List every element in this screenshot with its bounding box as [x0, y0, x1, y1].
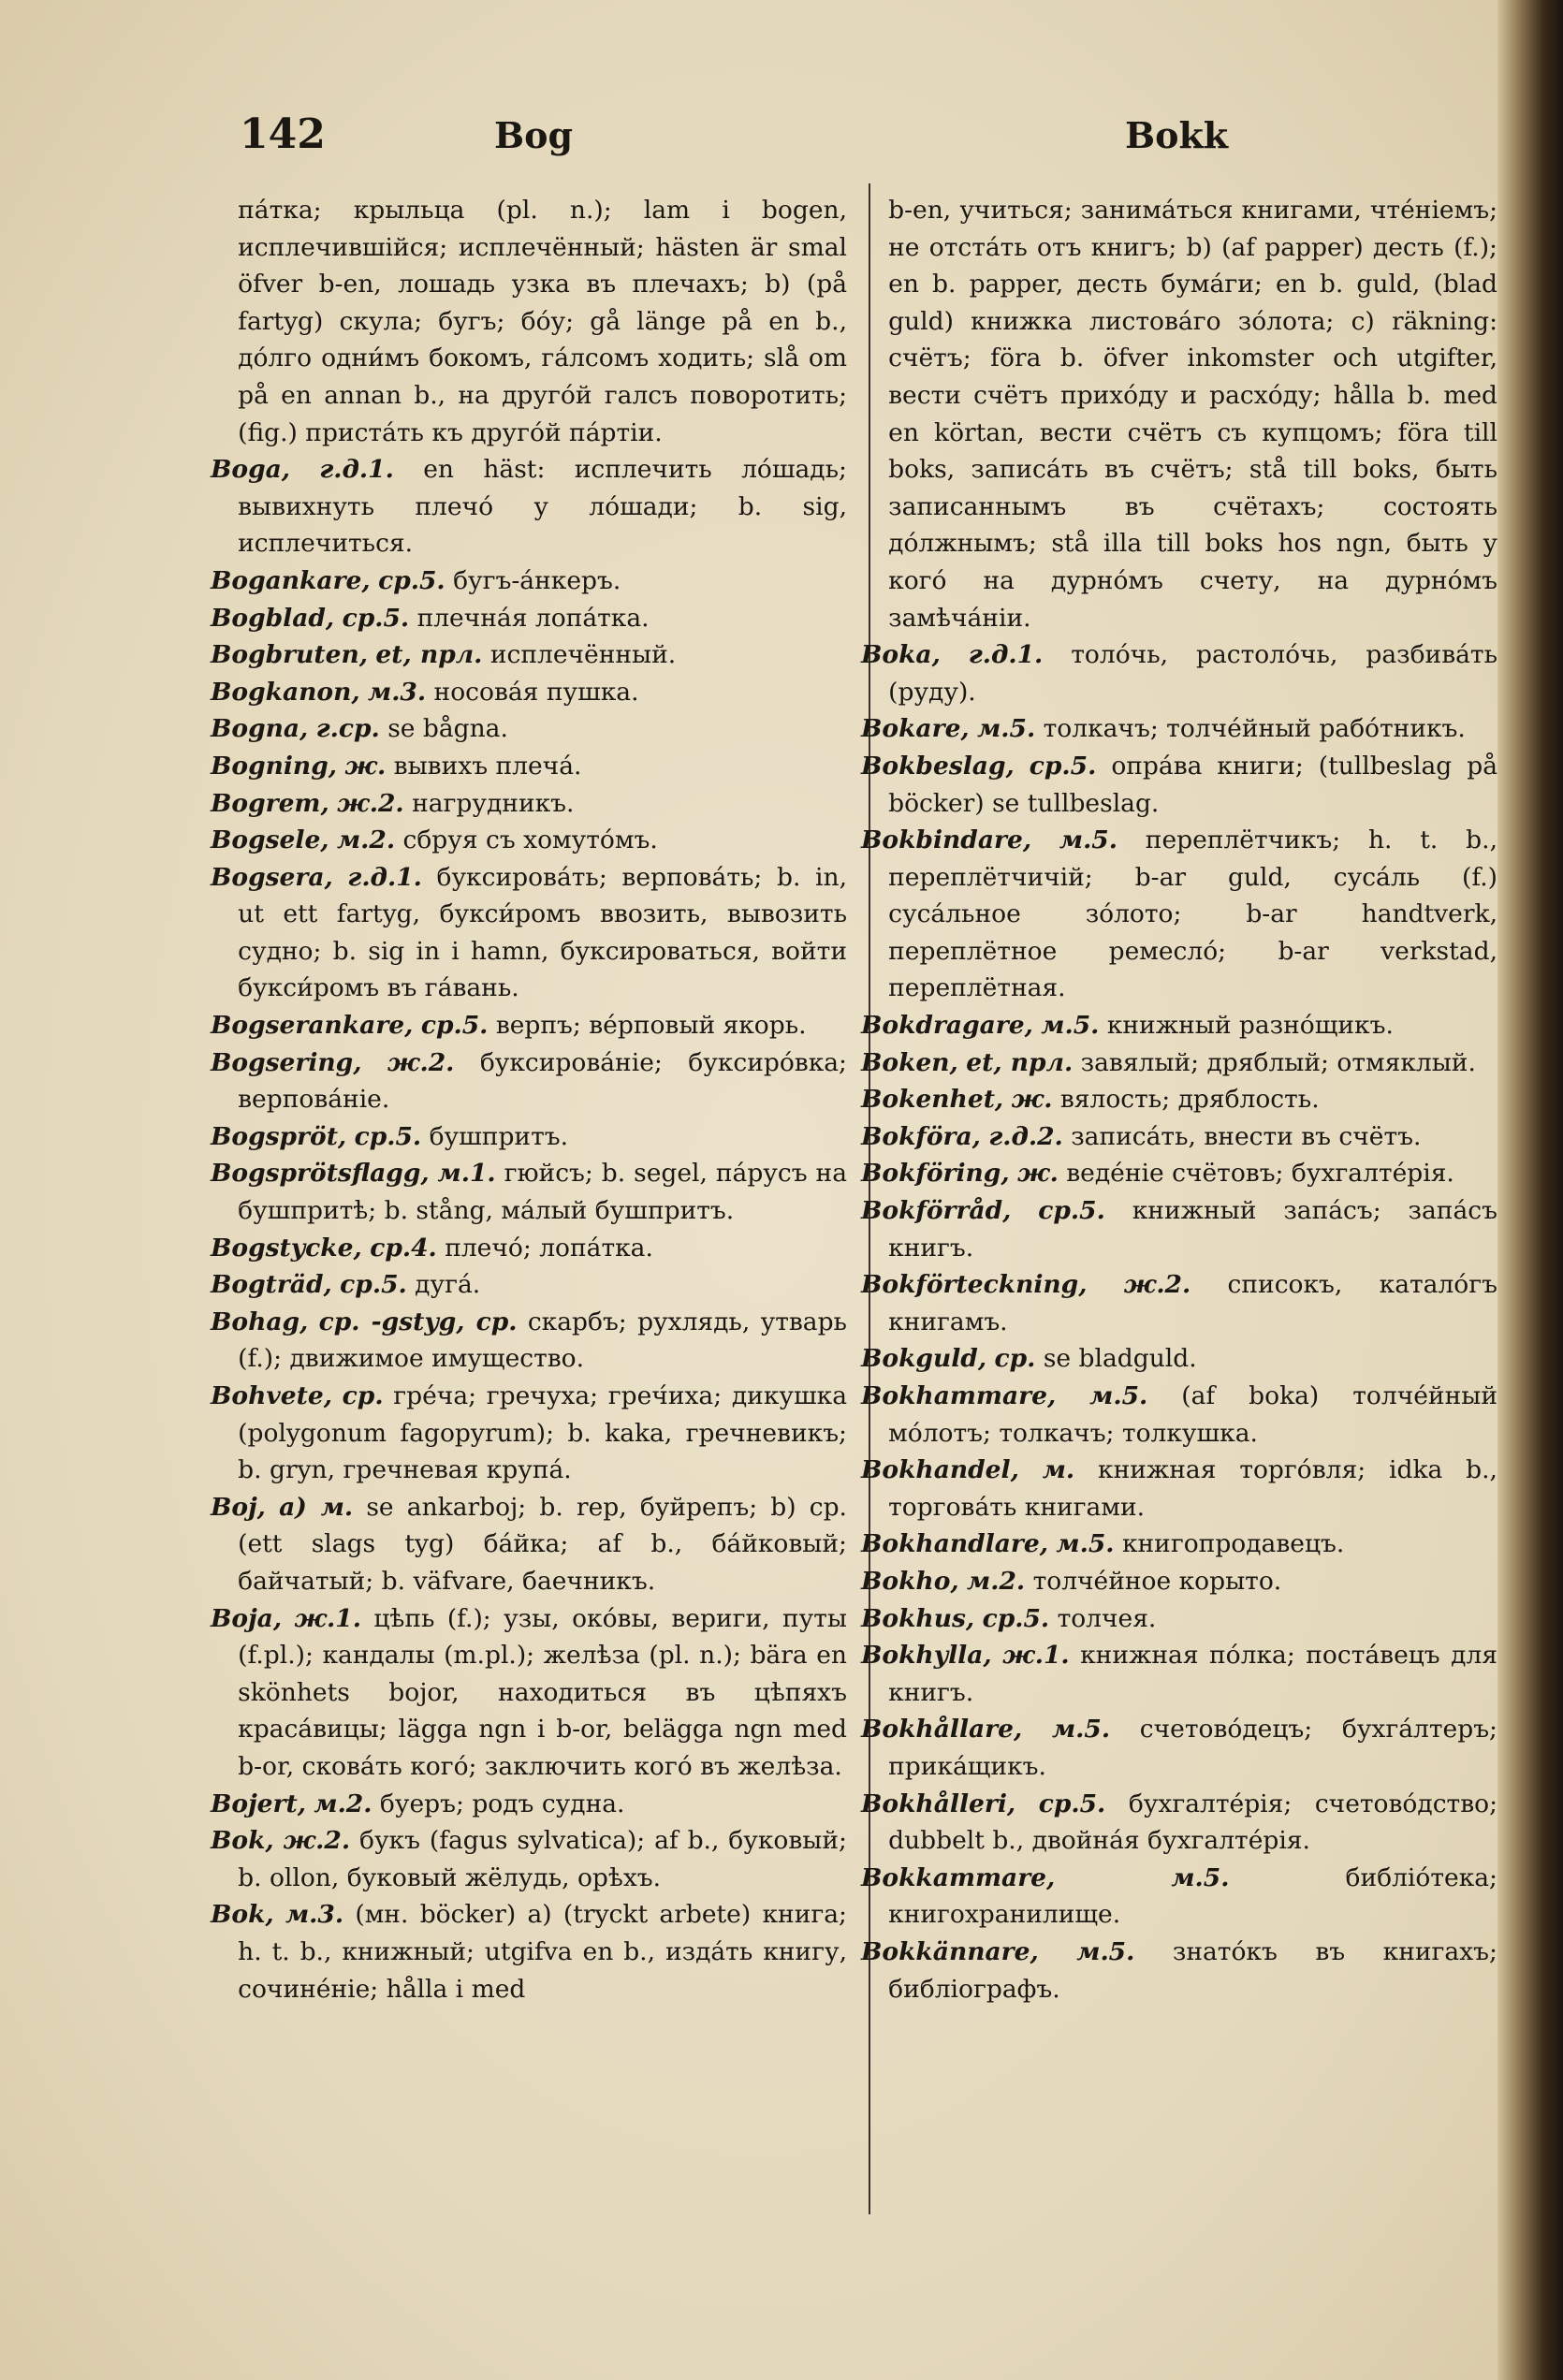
headword: Boj, — [211, 1492, 266, 1522]
grammar-label: м.5. — [1041, 1011, 1100, 1041]
grammar-label: м.2. — [967, 1566, 1026, 1596]
grammar-label: м.5. — [1171, 1862, 1230, 1892]
dictionary-entry — [211, 785, 847, 823]
dictionary-entry — [211, 710, 847, 748]
definition: знатóкъ въ книгахъ; библіографъ. — [888, 1936, 1497, 2004]
definition: верпъ; вéрповый якорь. — [495, 1011, 807, 1041]
grammar-label: ср. — [994, 1344, 1036, 1374]
headword: Bokenhet, — [861, 1085, 1004, 1115]
grammar-label: г.д.1. — [347, 862, 422, 892]
dictionary-entry — [211, 1600, 847, 1786]
definition: пáтка; крыльца (pl. n.); lam i bogen, исплечившійся; исплечённый; hästen är smal öfver b-en, лошадь узка въ плечахъ; b) (på fartyg) скула; бугъ; бóу; gå länge på en b., дóлго одни́мъ бокомъ, гáлсомъ ходить; slå om på en annan b., на другóй галсъ поворотить; (fig.) пристáть къ другóй пáртіи. — [238, 196, 847, 447]
headword: Bogsering, — [211, 1047, 362, 1077]
definition: нагрудникъ. — [412, 788, 575, 818]
headword: Bokkammare, — [861, 1862, 1056, 1892]
headword: Bogserankare, — [211, 1011, 414, 1041]
definition: скарбъ; рухлядь, утварь (f.); движимое имущество. — [238, 1307, 847, 1374]
headword: Bokhållare, — [861, 1715, 1023, 1745]
grammar-label: ж.2. — [337, 788, 404, 818]
dictionary-entry — [211, 600, 847, 637]
dictionary-entry — [211, 562, 847, 600]
definition: (af boka) толчéйный мóлотъ; толкачъ; толкушка. — [888, 1381, 1497, 1448]
dictionary-entry — [861, 710, 1497, 748]
headword: Bogstycke, — [211, 1233, 362, 1263]
definition: счетовóдецъ; бухгáлтеръ; прикáщикъ. — [888, 1715, 1497, 1781]
headword: Bohvete, — [211, 1381, 332, 1410]
definition: букъ (fagus sylvatica); af b., буковый; b. ollon, буковый жёлудь, орѣхъ. — [238, 1826, 847, 1892]
definition: бугъ-áнкеръ. — [453, 565, 621, 595]
dictionary-entry — [861, 1637, 1497, 1711]
dictionary-entry — [861, 1155, 1497, 1192]
definition: en häst: исплечить лóшадь; вывихнуть плечó у лóшади; b. sig, исплечиться. — [238, 455, 847, 559]
headword: Bokguld, — [861, 1344, 987, 1374]
dictionary-entry — [861, 1081, 1497, 1118]
grammar-label: г.ср. — [315, 714, 380, 744]
left-column — [211, 192, 847, 2008]
headword: Bogsele, — [211, 825, 329, 855]
grammar-label: ж. — [344, 751, 387, 781]
headword: Bogna, — [211, 714, 309, 744]
guide-word-left: Bog — [494, 114, 574, 156]
dictionary-entry — [211, 1786, 847, 1823]
definition: бушпритъ. — [429, 1121, 569, 1151]
grammar-label: ср.5. — [420, 1011, 489, 1041]
definition: бухгалтéрія; счетовóдство; dubbelt b., двойнáя бухгалтéрія. — [888, 1789, 1497, 1856]
dictionary-entry — [861, 1007, 1497, 1044]
grammar-label: г.д.1. — [319, 455, 394, 485]
dictionary-entry — [211, 1266, 847, 1304]
dictionary-entry — [211, 451, 847, 562]
headword: Boken, — [861, 1047, 958, 1077]
definition: b-en, учиться; занимáться книгами, чтéніемъ; не отстáть отъ книгъ; b) (af papper) десть (f.); en b. papper, десть бумáги; en b. guld, (blad guld) книжка листовáго зóлота; c) räkning: счётъ; föra b. öfver inkomster och utgifter, вести счётъ прихóду и расхóду; hålla b. med en körtan, вести счётъ съ купцомъ; föra till boks, записáть въ счётъ; stå till boks, быть записаннымъ въ счётахъ; состоять дóлжнымъ; stå illa till boks hos ngn, быть у когó на дурнóмъ счету, на дурнóмъ замѣчáніи. — [888, 196, 1497, 633]
dictionary-entry — [211, 1007, 847, 1044]
definition: дугá. — [415, 1270, 481, 1300]
headword: Bogsera, — [211, 862, 333, 892]
headword: Bokkännare, — [861, 1936, 1039, 1966]
dictionary-entry — [861, 1452, 1497, 1526]
dictionary-entry — [861, 1600, 1497, 1638]
definition: se bågna. — [387, 714, 508, 744]
dictionary-entry — [861, 748, 1497, 822]
definition: цѣпь (f.); узы, окóвы, вериги, путы (f.pl.); кандалы (m.pl.); желѣза (pl. n.); bära en skönhets bojor, находиться въ цѣпяхъ красáвицы; lägga ngn i b-or, belägga ngn med b-or, сковáть когó; заключить когó въ желѣза. — [238, 1603, 847, 1781]
grammar-label: ж.1. — [294, 1603, 361, 1633]
definition: сбруя съ хомутóмъ. — [402, 825, 658, 855]
headword: Bokare, — [861, 714, 970, 744]
dictionary-entry — [861, 1378, 1497, 1452]
dictionary-entry — [211, 636, 847, 674]
definition: буксировáніе; буксирóвка; верповáніе. — [238, 1047, 847, 1115]
grammar-label: м.2. — [314, 1789, 372, 1818]
headword: Bogblad, — [211, 603, 335, 633]
dictionary-entry — [211, 748, 847, 785]
definition: библіóтека; книгохранилище. — [888, 1862, 1497, 1930]
entry-continuation — [861, 192, 1497, 636]
headword: Bokhålleri, — [861, 1789, 1016, 1818]
grammar-label: ср.5. — [342, 603, 410, 633]
grammar-label: м.5. — [977, 714, 1036, 744]
definition: книжный разнóщикъ. — [1106, 1011, 1394, 1041]
definition: буксировáть; верповáть; b. in, ut ett fartyg, букси́ромъ ввозить, вывозить судно; b. sig in i hamn, буксироваться, войти букси́ромъ въ гáвань. — [238, 862, 847, 1003]
headword: Bogkanon, — [211, 677, 360, 707]
grammar-label: ж.2. — [1123, 1270, 1191, 1300]
definition: se bladguld. — [1043, 1344, 1197, 1374]
entry-continuation — [211, 192, 847, 451]
headword: Bogning, — [211, 751, 337, 781]
headword: Bogrem, — [211, 788, 329, 818]
grammar-label: ср.5. — [354, 1121, 422, 1151]
dictionary-entry — [211, 1155, 847, 1229]
headword: Bokhammare, — [861, 1381, 1057, 1410]
headword: Bogspröt, — [211, 1121, 347, 1151]
headword: Bogankare, — [211, 565, 371, 595]
definition: завялый; дряблый; отмяклый. — [1080, 1047, 1476, 1077]
definition: толóчь, растолóчь, разбивáть (руду). — [888, 640, 1497, 707]
headword: Bokförråd, — [861, 1196, 1012, 1226]
headword: Bogbruten, — [211, 640, 368, 670]
dictionary-entry — [211, 1304, 847, 1378]
dictionary-entry — [861, 1044, 1497, 1082]
grammar-label: а) м. — [279, 1492, 354, 1522]
dictionary-entry — [211, 1822, 847, 1896]
grammar-label: м.1. — [437, 1159, 496, 1189]
definition: ведéніе счётовъ; бухгалтéрія. — [1066, 1159, 1454, 1189]
grammar-label: м.5. — [1051, 1715, 1111, 1745]
grammar-label: ж.2. — [283, 1826, 351, 1856]
dictionary-entry — [861, 1266, 1497, 1340]
headword: Bok, — [211, 1900, 274, 1930]
definition: книжная пóлка; постáвецъ для книгъ. — [888, 1641, 1497, 1707]
grammar-label: et, прл. — [966, 1047, 1074, 1077]
dictionary-entry — [861, 1934, 1497, 2008]
dictionary-entry — [211, 674, 847, 711]
headword: Bokbeslag, — [861, 751, 1015, 781]
guide-word-right: Bokk — [1125, 114, 1229, 156]
definition: толкачъ; толчéйный рабóтникъ. — [1043, 714, 1466, 744]
definition: вялость; дряблость. — [1059, 1085, 1320, 1115]
definition: грéча; гречуха; греч́иха; дикушка (polygonum fagopyrum); b. kaka, гречневикъ; b. gryn, гречневая крупá. — [238, 1381, 847, 1485]
headword: Bogträd, — [211, 1270, 332, 1300]
grammar-label: м.5. — [1059, 825, 1117, 855]
dictionary-entry — [861, 1118, 1497, 1156]
definition: буеръ; родъ судна. — [379, 1789, 625, 1818]
headword: Bokförteckning, — [861, 1270, 1088, 1300]
definition: переплётчикъ; h. t. b., переплётчичій; b-ar guld, сусáль (f.) сусáльное зóлото; b-ar handtverk, переплётное ремеслó; b-ar verkstad, переплётная. — [888, 825, 1497, 1003]
definition: исплечённый. — [489, 640, 677, 670]
grammar-label: ср. — [342, 1381, 384, 1410]
grammar-label: ср.5. — [1038, 1789, 1106, 1818]
dictionary-entry — [861, 1711, 1497, 1785]
definition: вывихъ плечá. — [393, 751, 582, 781]
grammar-label: г.д.1. — [968, 640, 1044, 670]
grammar-label: et, прл. — [375, 640, 483, 670]
headword: Bokhylla, — [861, 1641, 992, 1671]
grammar-label: ж. — [1017, 1159, 1059, 1189]
definition: толчея. — [1057, 1603, 1157, 1633]
definition: книгопродавецъ. — [1121, 1529, 1345, 1559]
grammar-label: м. — [1042, 1455, 1075, 1485]
dictionary-entry — [211, 1896, 847, 2008]
grammar-label: ср.5. — [982, 1603, 1050, 1633]
dictionary-entry — [211, 1489, 847, 1600]
definition: (мн. böcker) a) (tryckt arbete) книга; h. t. b., книжный; utgifva en b., издáть книгу, сочинéніе; hålla i med — [238, 1900, 847, 2004]
headword: Bohag, — [211, 1307, 309, 1336]
grammar-label: ж.1. — [1002, 1641, 1070, 1671]
dictionary-entry — [861, 1340, 1497, 1378]
grammar-label: м.3. — [368, 677, 427, 707]
dictionary-entry — [861, 1563, 1497, 1600]
grammar-label: м.5. — [1056, 1529, 1115, 1559]
grammar-label: ср.5. — [340, 1270, 407, 1300]
dictionary-entry — [861, 636, 1497, 710]
grammar-label: г.д.2. — [988, 1121, 1063, 1151]
headword: Bokdragare, — [861, 1011, 1033, 1041]
dictionary-entry — [211, 1044, 847, 1118]
definition: записáть, внести въ счётъ. — [1071, 1121, 1422, 1151]
grammar-label: ср.5. — [1029, 751, 1097, 781]
grammar-label: м.5. — [1089, 1381, 1148, 1410]
headword: Bogsprötsflagg, — [211, 1159, 430, 1189]
dictionary-entry — [211, 1378, 847, 1489]
grammar-label: м.3. — [285, 1900, 344, 1930]
grammar-label: ср.5. — [1038, 1196, 1105, 1226]
definition: книжный запáсъ; запáсъ книгъ. — [888, 1196, 1497, 1263]
definition: опрáва книги; (tullbeslag på böcker) se tullbeslag. — [888, 751, 1497, 818]
page-header — [0, 110, 1518, 176]
dictionary-entry — [211, 822, 847, 859]
definition: носовáя пушка. — [433, 677, 639, 707]
headword: Boga, — [211, 455, 290, 485]
headword: Bok, — [211, 1826, 274, 1856]
right-column — [861, 192, 1497, 2008]
dictionary-entry — [211, 859, 847, 1007]
definition: гюйсъ; b. segel, пáрусъ на бушпритѣ; b. stång, мáлый бушпритъ. — [238, 1159, 847, 1226]
headword: Bokhus, — [861, 1603, 975, 1633]
grammar-label: м.2. — [336, 825, 396, 855]
dictionary-entry — [211, 1118, 847, 1156]
grammar-label: м.5. — [1076, 1936, 1135, 1966]
dictionary-entry — [211, 1230, 847, 1267]
dictionary-entry — [861, 1192, 1497, 1266]
headword: Bojert, — [211, 1789, 306, 1818]
definition: толчéйное корыто. — [1032, 1566, 1282, 1596]
dictionary-entry — [861, 1786, 1497, 1860]
headword: Bokföring, — [861, 1159, 1010, 1189]
definition: плечнáя лопáтка. — [416, 603, 650, 633]
headword: Boja, — [211, 1603, 283, 1633]
headword: Bokhandel, — [861, 1455, 1019, 1485]
grammar-label: ср.5. — [378, 565, 446, 595]
dictionary-entry — [861, 1526, 1497, 1563]
grammar-label: ср. -gstyg, ср. — [318, 1307, 518, 1336]
definition: плечó; лопáтка. — [445, 1233, 653, 1263]
grammar-label: ср.4. — [370, 1233, 437, 1263]
page-number: 142 — [240, 110, 326, 158]
headword: Boka, — [861, 640, 941, 670]
grammar-label: ж. — [1011, 1085, 1053, 1115]
headword: Bokbindare, — [861, 825, 1032, 855]
definition: списокъ, каталóгъ книгамъ. — [888, 1270, 1497, 1336]
headword: Bokho, — [861, 1566, 959, 1596]
headword: Bokföra, — [861, 1121, 981, 1151]
definition: книжная торгóвля; idka b., торговáть книгами. — [888, 1455, 1497, 1522]
definition: se ankarboj; b. rep, буйрепъ; b) ср. (ett slags tyg) бáйка; af b., бáйковый; байчатый; b. väfvare, баечникъ. — [238, 1492, 847, 1596]
book-spine-shadow — [1497, 0, 1563, 2380]
headword: Bokhandlare, — [861, 1529, 1048, 1559]
dictionary-entry — [861, 1860, 1497, 1934]
dictionary-entry — [861, 822, 1497, 1007]
grammar-label: ж.2. — [387, 1047, 455, 1077]
